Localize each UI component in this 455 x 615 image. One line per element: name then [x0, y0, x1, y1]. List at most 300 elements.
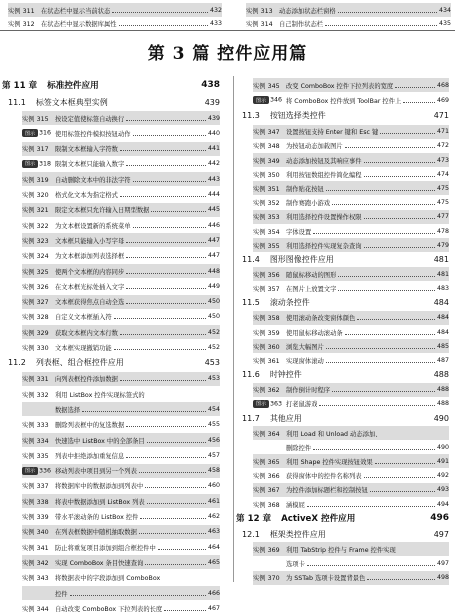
entry-page: 491 [436, 457, 449, 465]
entry-title: 使用滚动条改变窗体颜色 [286, 315, 356, 323]
entry-title: 利用选择控件实现复杂查询 [286, 242, 362, 250]
toc-entry[interactable] [253, 210, 449, 224]
entry-page: 463 [207, 528, 220, 536]
dot-leader [120, 334, 206, 335]
toc-entry[interactable] [22, 601, 220, 615]
entry-page: 464 [207, 543, 220, 551]
entry-number: 实例 348 [253, 143, 280, 151]
dot-leader [126, 457, 206, 458]
entry-title: 在状态栏中显示当前状态 [41, 7, 111, 15]
toc-entry[interactable] [253, 426, 449, 440]
entry-title: 为 SSTab 选项卡设置背景色 [286, 575, 366, 583]
video-icon: 图示 [22, 160, 38, 168]
entry-title: 防止将重复项目添加到组合框控件中 [55, 544, 156, 552]
entry-title: 在图片上放置文字 [286, 286, 337, 294]
entry-number: 实例 329 [22, 329, 49, 337]
toc-entry[interactable] [22, 418, 220, 432]
toc-entry[interactable] [22, 433, 220, 447]
toc-entry[interactable] [253, 167, 449, 181]
toc-entry[interactable] [253, 454, 449, 468]
entry-number: 实例 358 [253, 315, 280, 323]
section-heading[interactable] [242, 109, 449, 123]
entry-number: 实例 324 [22, 253, 49, 261]
toc-entry[interactable] [22, 586, 220, 600]
dot-leader [364, 218, 435, 219]
section-heading-label: 11.1 [8, 97, 26, 107]
entry-page: 477 [436, 213, 449, 221]
entry-title: 打老鼠游戏 [286, 401, 318, 409]
entry-page: 439 [207, 114, 220, 122]
entry-number [253, 96, 286, 104]
toc-entry[interactable] [246, 16, 451, 30]
chapter-heading-label: 第 12 章 [236, 514, 272, 525]
dot-leader [120, 196, 206, 197]
dot-leader [114, 349, 206, 350]
entry-page: 468 [436, 81, 449, 89]
video-icon: 图示 [22, 129, 38, 137]
chapter-heading[interactable] [236, 511, 449, 525]
section-heading-title: 框架类控件应用 [269, 529, 326, 539]
entry-title: 移动列表中项目到另一个列表 [55, 468, 137, 476]
entry-title: 实现窗体滚动 [286, 357, 324, 365]
dot-leader [357, 319, 435, 320]
entry-title: 为控件添加标题栏和控制按钮 [286, 487, 368, 495]
entry-page: 447 [207, 252, 220, 260]
entry-number: 实例 339 [22, 514, 49, 521]
entry-number: 实例 344 [22, 605, 49, 613]
toc-entry[interactable] [22, 555, 220, 569]
entry-title: 动态添加按钮及其响应事件 [286, 157, 362, 165]
dot-leader [139, 472, 206, 473]
toc-entry[interactable] [22, 295, 220, 309]
toc-entry[interactable] [22, 448, 220, 462]
toc-entry[interactable] [22, 126, 220, 140]
toc-entry[interactable] [253, 282, 449, 296]
entry-title: 自动改变 ComboBox 下拉列表的长度 [55, 605, 163, 613]
dot-leader [345, 334, 435, 335]
toc-entry[interactable] [253, 469, 449, 483]
entry-title: 带水平滚动条的 ListBox 控件 [55, 514, 139, 521]
entry-number: 实例 330 [22, 345, 49, 352]
toc-entry[interactable] [253, 181, 449, 195]
entry-number: 实例 349 [253, 157, 280, 165]
entry-title: 利用 Shape 控件实现按钮效果 [286, 458, 373, 466]
entry-number: 实例 360 [253, 343, 280, 351]
entry-page: 450 [207, 313, 220, 321]
entry-number: 实例 321 [22, 207, 49, 215]
entry-number: 实例 361 [253, 357, 280, 365]
entry-page: 475 [436, 199, 449, 207]
entry-title: 删除列表框中的复选数据 [55, 422, 125, 430]
entry-number: 实例 338 [22, 498, 49, 506]
section-heading[interactable] [8, 356, 220, 370]
toc-entry[interactable] [253, 339, 449, 353]
toc-entry[interactable] [253, 267, 449, 281]
dot-leader [403, 102, 435, 103]
entry-number: 实例 366 [253, 473, 280, 481]
entry-title: 随鼠标移动的图形 [286, 271, 337, 279]
entry-number: 实例 347 [253, 129, 280, 137]
entry-page: 484 [436, 328, 449, 336]
entry-page: 435 [438, 19, 451, 27]
section-heading[interactable] [242, 296, 449, 310]
toc-entry[interactable] [22, 203, 220, 217]
entry-page: 443 [207, 175, 220, 183]
video-icon: 图示 [253, 96, 269, 104]
dot-leader [145, 564, 206, 565]
entry-title: 利用按钮数组控件简化编程 [286, 171, 362, 179]
dot-leader [126, 288, 206, 289]
entry-number: 实例 319 [22, 176, 49, 184]
chapter-heading-page: 438 [201, 80, 220, 90]
toc-entry[interactable] [22, 341, 220, 355]
entry-page: 483 [436, 285, 449, 293]
entry-title: 字体设置 [286, 228, 312, 236]
dot-leader [307, 506, 435, 507]
dot-leader [326, 190, 435, 191]
toc-entry[interactable] [22, 494, 220, 508]
dot-leader [326, 348, 435, 349]
entry-number: 实例 350 [253, 171, 280, 179]
dot-leader [145, 487, 206, 488]
entry-number: 实例 342 [22, 559, 49, 567]
entry-number: 实例 337 [22, 483, 49, 491]
entry-page: 469 [436, 96, 449, 104]
entry-page: 481 [436, 270, 449, 278]
entry-page: 450 [207, 298, 220, 306]
entry-title: 列表中拒绝添加重复信息 [55, 452, 125, 460]
entry-number: 实例 368 [253, 501, 280, 509]
toc-entry[interactable] [22, 310, 220, 324]
section-heading-label: 11.5 [242, 298, 260, 308]
entry-page: 448 [207, 267, 220, 275]
toc-entry[interactable] [253, 542, 449, 556]
video-icon: 图示 [22, 467, 38, 475]
entry-title: 将 ComboBox 控件放到 ToolBar 控件上 [286, 97, 402, 105]
toc-entry[interactable] [22, 142, 220, 156]
entry-number: 实例 328 [22, 314, 49, 322]
dot-leader [139, 533, 206, 534]
entry-title: 动态添加状态栏窗格 [279, 7, 336, 15]
toc-entry[interactable] [22, 510, 220, 524]
entry-page: 488 [436, 400, 449, 408]
toc-entry[interactable] [253, 238, 449, 252]
entry-page: 473 [436, 156, 449, 164]
dot-leader [364, 477, 435, 478]
entry-page: 492 [436, 472, 449, 480]
dot-leader [133, 135, 206, 136]
dot-leader [147, 442, 206, 443]
toc-entry[interactable] [253, 483, 449, 497]
section-heading-label: 11.4 [242, 254, 260, 264]
entry-page: 474 [436, 170, 449, 178]
dot-leader [332, 204, 435, 205]
entry-title: 为文本框设置新的系统菜单 [55, 222, 131, 230]
entry-page: 498 [436, 574, 449, 582]
section-heading-page: 471 [433, 111, 449, 121]
entry-title: 格式化文本为指定格式 [55, 192, 118, 199]
dot-leader [367, 579, 435, 580]
dot-leader [147, 503, 206, 504]
section-heading-page: 490 [433, 413, 449, 423]
section-heading[interactable] [242, 252, 449, 266]
toc-entry[interactable] [253, 311, 449, 325]
entry-title: 将数据表中的字段添加到 ComboBox [55, 575, 161, 583]
toc-entry[interactable] [253, 78, 449, 92]
toc-entry[interactable] [22, 218, 220, 232]
dot-leader [164, 610, 206, 611]
chapter-heading-title: 标准控件应用 [47, 81, 99, 91]
toc-entry[interactable] [253, 571, 449, 585]
entry-number: 实例 362 [253, 387, 280, 395]
entry-page: 452 [207, 344, 220, 351]
entry-page: 447 [207, 236, 220, 244]
entry-number: 实例 335 [22, 452, 49, 460]
section-heading[interactable] [242, 411, 449, 425]
toc-entry[interactable] [253, 153, 449, 167]
entry-number: 实例 312 [8, 20, 35, 28]
section-heading-page: 439 [204, 97, 220, 107]
dot-leader [338, 12, 437, 13]
toc-entry[interactable] [22, 402, 220, 416]
toc-entry[interactable] [22, 264, 220, 278]
top-divider [0, 30, 455, 31]
entry-title: 限制文本框输入字符数 [55, 146, 118, 154]
dot-leader [370, 491, 435, 492]
entry-number: 实例 359 [253, 329, 280, 337]
entry-page: 466 [207, 589, 220, 597]
section-heading-title: 图形图像控件应用 [269, 254, 334, 264]
entry-number: 实例 353 [253, 214, 280, 222]
section-heading-label: 11.7 [242, 413, 260, 423]
entry-number: 实例 357 [253, 286, 280, 294]
dot-leader [380, 133, 435, 134]
entry-page: 446 [207, 221, 220, 229]
chapter-heading-title: ActiveX 控件应用 [281, 514, 356, 525]
entry-number: 实例 314 [246, 20, 273, 28]
section-heading-label: 11.3 [242, 111, 260, 121]
section-heading-title: 时钟控件 [269, 370, 302, 380]
toc-entry[interactable] [22, 325, 220, 339]
toc-entry[interactable] [253, 224, 449, 238]
entry-page: 461 [207, 497, 220, 505]
dot-leader [112, 12, 208, 13]
toc-entry[interactable] [22, 525, 220, 539]
toc-entry[interactable] [22, 188, 220, 202]
dot-leader [126, 257, 206, 258]
entry-number: 实例 315 [22, 115, 49, 123]
entry-title: 快速选中 ListBox 中的全部条目 [55, 437, 145, 445]
section-heading-page: 481 [433, 254, 449, 264]
entry-title: 将数据库中的数据添加到列表中 [55, 483, 144, 491]
entry-number: 实例 354 [253, 228, 280, 236]
dot-leader [338, 276, 435, 277]
entry-number: 实例 332 [22, 391, 49, 399]
dot-leader [307, 565, 435, 566]
dot-leader [126, 120, 206, 121]
entry-page: 454 [207, 405, 220, 413]
dot-leader [364, 176, 435, 177]
entry-number: 实例 331 [22, 376, 49, 384]
entry-title: 在列表框数据中随机抽取数据 [55, 529, 137, 537]
dot-leader [151, 211, 206, 212]
entry-number: 实例 322 [22, 222, 49, 230]
entry-page: 472 [436, 142, 449, 150]
entry-title: 控件 [55, 590, 68, 598]
entry-number: 实例 345 [253, 82, 280, 90]
entry-title: 数据选择 [55, 406, 81, 414]
entry-page: 479 [436, 241, 449, 249]
entry-page: 432 [209, 6, 222, 14]
entry-page: 452 [207, 328, 220, 336]
dot-leader [313, 233, 435, 234]
entry-number: 实例 311 [8, 7, 35, 15]
toc-entry[interactable] [253, 440, 449, 454]
entry-title: 利用 Load 和 Unload 动态添加、 [286, 430, 382, 438]
toc-entry[interactable] [253, 125, 449, 139]
entry-page: 467 [207, 604, 220, 612]
section-heading[interactable] [242, 368, 449, 382]
entry-title: 删除控件 [286, 444, 312, 452]
section-heading-label: 11.6 [242, 370, 260, 380]
dot-leader [70, 595, 206, 596]
entry-title: 为文本框添加列表选择框 [55, 253, 125, 261]
toc-entry[interactable] [8, 16, 222, 30]
toc-entry[interactable] [22, 279, 220, 293]
toc-entry[interactable] [253, 497, 449, 511]
entry-number-text: 316 [39, 129, 52, 137]
entry-page: 441 [207, 145, 220, 153]
toc-entry[interactable] [253, 397, 449, 411]
toc-entry[interactable] [8, 3, 222, 17]
section-heading-title: 滚动条控件 [269, 298, 310, 308]
toc-entry[interactable] [22, 387, 220, 401]
entry-title: 自定义文本框插入符 [55, 314, 112, 322]
entry-number: 实例 343 [22, 575, 49, 583]
toc-entry[interactable] [246, 3, 451, 17]
section-heading-page: 484 [433, 298, 449, 308]
entry-page: 490 [436, 443, 449, 451]
entry-number: 实例 367 [253, 487, 280, 495]
entry-title: 浏览大幅图片 [286, 343, 324, 351]
section-heading[interactable] [8, 95, 220, 109]
column-divider [233, 76, 234, 582]
entry-number-text: 363 [270, 400, 283, 408]
section-heading-label: 11.2 [8, 358, 26, 368]
entry-number: 实例 351 [253, 185, 280, 193]
dot-leader [332, 391, 435, 392]
toc-entry[interactable] [22, 479, 220, 493]
entry-title: 在状态栏中显示数据库属性 [41, 20, 117, 28]
entry-title: 向列表框控件添加数据 [55, 376, 118, 384]
entry-page: 488 [436, 386, 449, 394]
entry-page: 494 [436, 500, 449, 508]
entry-number-text: 318 [39, 160, 52, 168]
entry-page: 484 [436, 314, 449, 322]
toc-entry[interactable] [22, 249, 220, 263]
toc-entry[interactable] [22, 571, 220, 585]
dot-leader [133, 227, 206, 228]
dot-leader [158, 549, 206, 550]
entry-number: 实例 364 [253, 430, 280, 438]
dot-leader [82, 411, 206, 412]
dot-leader [114, 318, 206, 319]
entry-title: 利用 ListBox 控件实现标签式的 [55, 391, 145, 399]
toc-entry[interactable] [22, 111, 220, 125]
toc-entry[interactable] [253, 383, 449, 397]
entry-title: 自己制作状态栏 [279, 20, 324, 28]
entry-title: 为按钮动态加载图片 [286, 143, 343, 151]
entry-number: 实例 320 [22, 192, 49, 199]
toc-entry[interactable] [253, 196, 449, 210]
entry-page: 433 [209, 19, 222, 27]
entry-title: 在文本框光标处插入文字 [55, 283, 125, 291]
entry-page: 487 [436, 356, 449, 364]
toc-entry[interactable] [22, 233, 220, 247]
dot-leader [126, 273, 206, 274]
entry-number: 实例 341 [22, 544, 49, 552]
entry-page: 449 [207, 282, 220, 290]
entry-title: 文本框实现撤销功能 [55, 345, 112, 352]
entry-page: 465 [207, 558, 220, 566]
toc-entry[interactable] [253, 139, 449, 153]
entry-page: 493 [436, 486, 449, 494]
entry-number: 实例 340 [22, 529, 49, 537]
toc-entry[interactable] [22, 157, 220, 171]
entry-number [253, 400, 286, 408]
entry-page: 485 [436, 342, 449, 350]
entry-title: 选项卡 [286, 560, 305, 568]
toc-entry[interactable] [253, 556, 449, 570]
dot-leader [345, 147, 435, 148]
entry-title: 制作贴花按钮 [286, 185, 324, 193]
chapter-heading[interactable] [2, 78, 220, 92]
entry-title: 按设定值使标签自动换行 [55, 115, 125, 123]
toc-entry[interactable] [22, 172, 220, 186]
entry-page: 462 [207, 513, 220, 520]
entry-number: 实例 327 [22, 299, 49, 307]
entry-title: 改变 ComboBox 控件下拉列表的宽度 [286, 82, 394, 90]
entry-number: 实例 369 [253, 546, 280, 554]
toc-entry[interactable] [253, 93, 449, 107]
entry-page: 442 [207, 160, 220, 168]
entry-number: 实例 334 [22, 437, 49, 445]
entry-number: 实例 333 [22, 422, 49, 430]
entry-number: 实例 352 [253, 200, 280, 208]
section-heading-title: 标签文本框典型实例 [35, 97, 108, 107]
dot-leader [326, 362, 435, 363]
entry-number: 实例 317 [22, 146, 49, 154]
entry-title: 文本框获得焦点自动全选 [55, 299, 125, 307]
dot-leader [133, 181, 206, 182]
section-heading[interactable] [242, 527, 449, 541]
toc-entry[interactable] [22, 372, 220, 386]
entry-page: 444 [207, 191, 220, 198]
entry-number: 实例 325 [22, 268, 49, 276]
toc-entry[interactable] [253, 325, 449, 339]
video-icon: 图示 [253, 400, 269, 408]
dot-leader [338, 290, 435, 291]
dot-leader [126, 426, 206, 427]
section-heading-label: 12.1 [242, 529, 260, 539]
entry-number: 实例 326 [22, 283, 49, 291]
toc-entry[interactable] [22, 464, 220, 478]
entry-title: 获得窗体中的控件名称列表 [286, 473, 362, 481]
entry-number: 实例 323 [22, 237, 49, 245]
toc-entry[interactable] [253, 353, 449, 367]
toc-entry[interactable] [22, 540, 220, 554]
entry-number: 实例 313 [246, 7, 273, 15]
